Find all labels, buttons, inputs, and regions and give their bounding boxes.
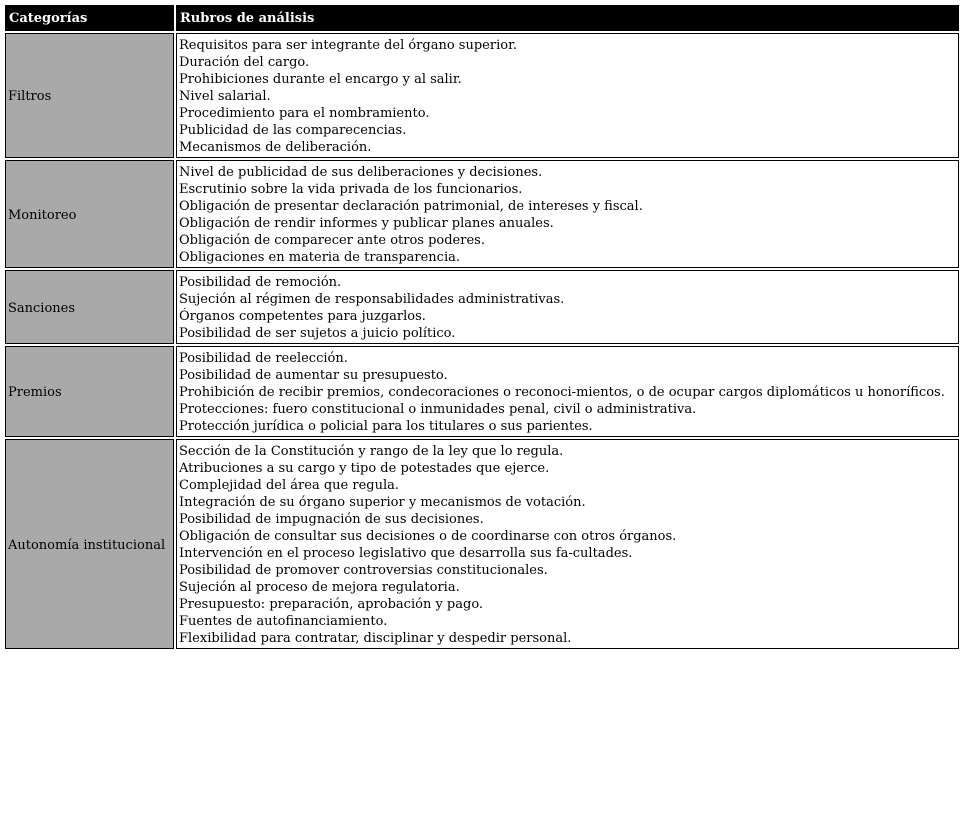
rubro-item: Obligaciones en materia de transparencia. <box>179 250 461 265</box>
rubro-item: Protecciones: fuero constitucional o inmunidades penal, civil o administrativa. <box>179 402 697 417</box>
rubros-cell <box>176 439 959 649</box>
rubros-cell <box>176 346 959 437</box>
rubro-item: Intervención en el proceso legislativo que desarrolla sus fa-cultades. <box>179 546 633 561</box>
category-cell: Premios <box>5 346 174 437</box>
rubros-cell <box>176 160 959 268</box>
rubro-item: Mecanismos de deliberación. <box>179 140 372 155</box>
rubro-item: Posibilidad de ser sujetos a juicio político. <box>179 326 456 341</box>
rubro-item: Posibilidad de remoción. <box>179 275 342 290</box>
rubro-item: Prohibición de recibir premios, condecoraciones o reconoci-mientos, o de ocupar cargos diplomáticos u honoríficos. <box>179 385 945 400</box>
rubro-item: Obligación de presentar declaración patrimonial, de intereses y fiscal. <box>179 199 643 214</box>
rubro-item: Duración del cargo. <box>179 55 310 70</box>
table-row <box>5 346 959 437</box>
rubro-item: Requisitos para ser integrante del órgano superior. <box>179 38 517 53</box>
header-rubros: Rubros de análisis <box>176 5 959 31</box>
rubro-item: Posibilidad de impugnación de sus decisiones. <box>179 512 484 527</box>
rubro-item: Sujeción al proceso de mejora regulatoria. <box>179 580 460 595</box>
rubro-item: Obligación de consultar sus decisiones o de coordinarse con otros órganos. <box>179 529 677 544</box>
rubro-item: Atribuciones a su cargo y tipo de potestades que ejerce. <box>179 461 550 476</box>
category-cell: Sanciones <box>5 270 174 344</box>
header-row <box>5 5 959 31</box>
rubro-item: Obligación de comparecer ante otros poderes. <box>179 233 485 248</box>
rubro-item: Complejidad del área que regula. <box>179 478 399 493</box>
table-row <box>5 270 959 344</box>
table-body <box>5 33 959 649</box>
header-categorias: Categorías <box>5 5 174 31</box>
rubros-cell <box>176 270 959 344</box>
table-row <box>5 160 959 268</box>
rubro-item: Publicidad de las comparecencias. <box>179 123 407 138</box>
rubro-item: Nivel de publicidad de sus deliberaciones y decisiones. <box>179 165 543 180</box>
rubro-item: Procedimiento para el nombramiento. <box>179 106 430 121</box>
rubro-item: Posibilidad de reelección. <box>179 351 348 366</box>
table-row <box>5 33 959 158</box>
rubro-item: Escrutinio sobre la vida privada de los funcionarios. <box>179 182 523 197</box>
category-cell: Monitoreo <box>5 160 174 268</box>
rubro-item: Obligación de rendir informes y publicar planes anuales. <box>179 216 554 231</box>
rubro-item: Flexibilidad para contratar, disciplinar y despedir personal. <box>179 631 572 646</box>
rubro-item: Fuentes de autofinanciamiento. <box>179 614 388 629</box>
rubro-item: Presupuesto: preparación, aprobación y pago. <box>179 597 484 612</box>
table-row <box>5 439 959 649</box>
rubro-item: Prohibiciones durante el encargo y al salir. <box>179 72 462 87</box>
rubro-item: Sujeción al régimen de responsabilidades administrativas. <box>179 292 565 307</box>
rubro-item: Nivel salarial. <box>179 89 271 104</box>
rubros-cell <box>176 33 959 158</box>
rubro-item: Posibilidad de promover controversias constitucionales. <box>179 563 548 578</box>
rubros-table <box>3 3 961 651</box>
rubro-item: Sección de la Constitución y rango de la ley que lo regula. <box>179 444 564 459</box>
category-cell: Autonomía institucional <box>5 439 174 649</box>
rubro-item: Órganos competentes para juzgarlos. <box>179 309 426 324</box>
rubro-item: Protección jurídica o policial para los titulares o sus parientes. <box>179 419 593 434</box>
category-cell: Filtros <box>5 33 174 158</box>
rubro-item: Integración de su órgano superior y mecanismos de votación. <box>179 495 586 510</box>
rubro-item: Posibilidad de aumentar su presupuesto. <box>179 368 448 383</box>
